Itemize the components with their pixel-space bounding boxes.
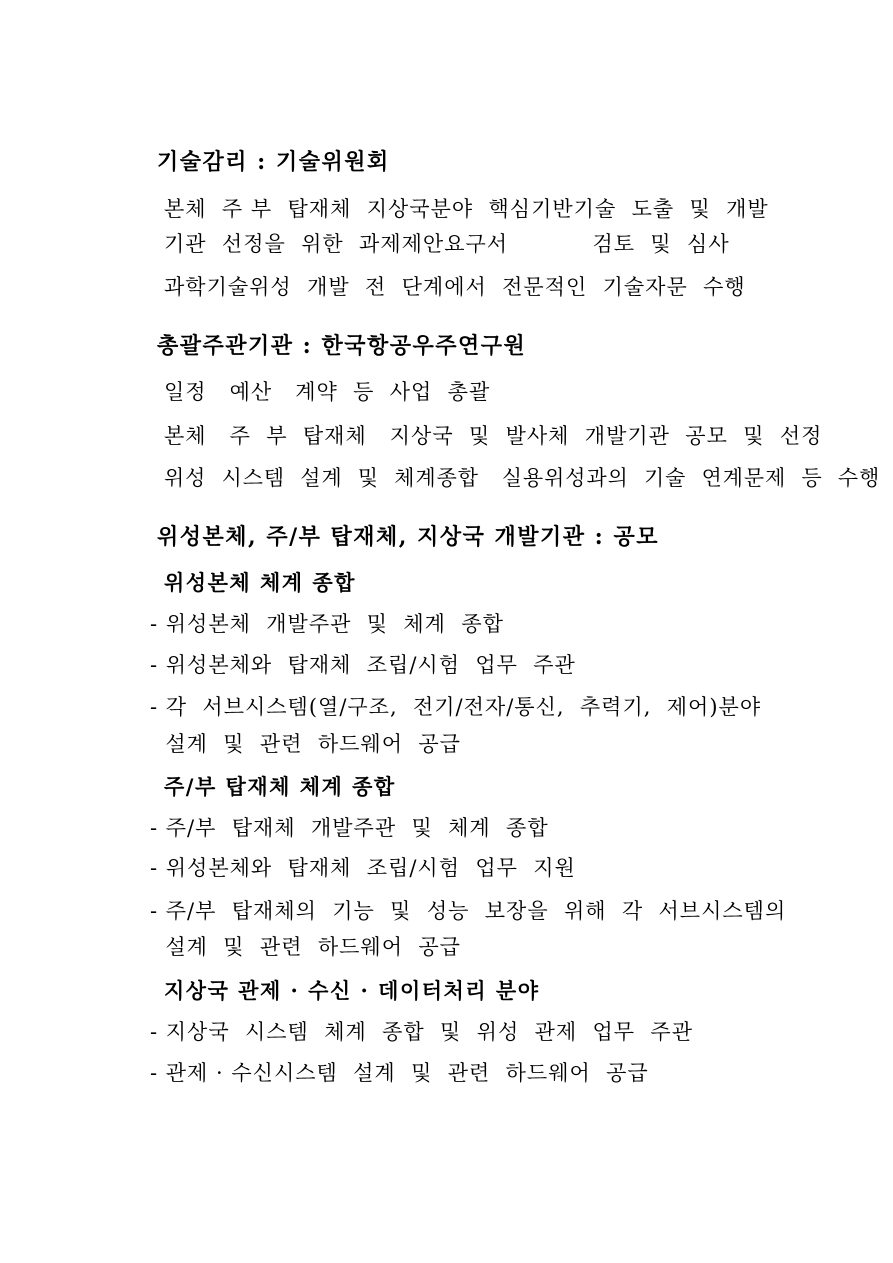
list-item-continuation: 설계 및 관련 하드웨어 공급 [150, 732, 461, 756]
list-item: - 주/부 탑재체 개발주관 및 체계 종합 [150, 816, 549, 840]
section-line: 본체 주 부 탑재체 지상국 및 발사체 개발기관 공모 및 선정 [164, 424, 823, 448]
list-item: - 위성본체와 탑재체 조립/시험 업무 지원 [150, 856, 576, 880]
section-heading-lead-agency: 총괄주관기관 : 한국항공우주연구원 [157, 333, 527, 359]
list-item: - 위성본체 개발주관 및 체계 종합 [150, 612, 504, 636]
section-line: 기관 선정을 위한 과제제안요구서 검토 및 심사 [164, 232, 730, 256]
list-item: - 각 서브시스템(열/구조, 전기/전자/통신, 추력기, 제어)분야 [150, 695, 762, 719]
section-line: 일정 예산 계약 등 사업 총괄 [164, 380, 491, 404]
list-item: - 위성본체와 탑재체 조립/시험 업무 주관 [150, 653, 576, 677]
section-heading-technical-supervision: 기술감리 : 기술위원회 [157, 149, 390, 175]
list-item: - 관제 · 수신시스템 설계 및 관련 하드웨어 공급 [150, 1061, 649, 1085]
list-item: - 주/부 탑재체의 기능 및 성능 보장을 위해 각 서브시스템의 [150, 899, 787, 923]
group-title-ground-station: 지상국 관제 · 수신 · 데이터처리 분야 [164, 978, 540, 1003]
section-line: 본체 주 부 탑재체 지상국분야 핵심기반기술 도출 및 개발 [164, 197, 769, 221]
section-line: 과학기술위성 개발 전 단계에서 전문적인 기술자문 수행 [164, 275, 746, 299]
group-title-satellite-bus: 위성본체 체계 종합 [164, 570, 356, 595]
list-item: - 지상국 시스템 체계 종합 및 위성 관제 업무 주관 [150, 1020, 694, 1044]
list-item-continuation: 설계 및 관련 하드웨어 공급 [150, 935, 461, 959]
section-line: 위성 시스템 설계 및 체계종합 실용위성과의 기술 연계문제 등 수행 [164, 466, 881, 490]
group-title-payload: 주/부 탑재체 체계 종합 [164, 774, 396, 799]
section-heading-development-agencies: 위성본체, 주/부 탑재체, 지상국 개발기관 : 공모 [157, 524, 659, 550]
